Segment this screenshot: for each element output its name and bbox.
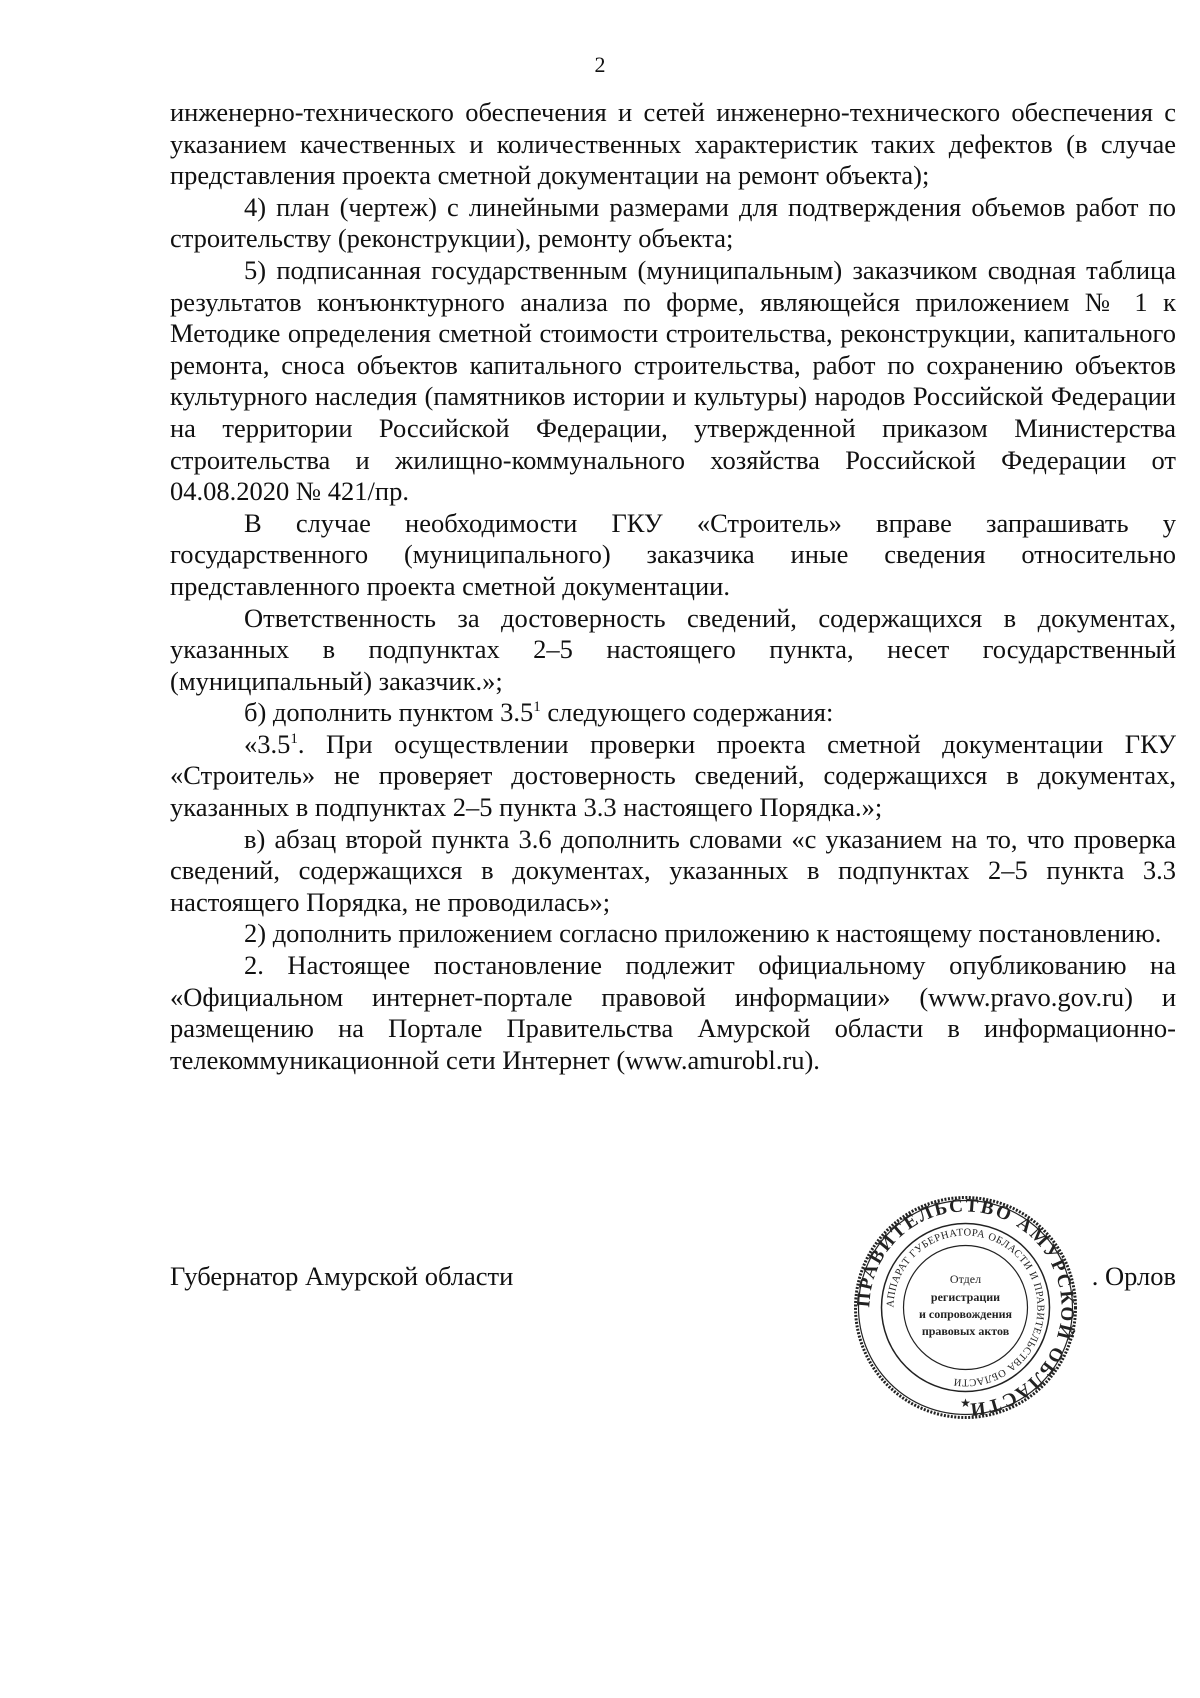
page-number: 2 [594,52,606,77]
paragraph-item-2: 2) дополнить приложением согласно приложению к настоящему постановлению. [244,918,1162,949]
seal-center-line-4: правовых актов [921,1324,1010,1338]
paragraph-item-3-5-1 [170,729,1176,824]
item-3-5-superscript: 1 [290,730,298,747]
paragraph-publication: 2. Настоящее постановление подлежит официальному опубликованию на «Официальном интернет-портале правовой информации» (www.pravo.gov.ru) и размещению на Портале Правительства Амурской области в информационно-телекоммуникационной сети Интернет (www.amurobl.ru). [170,950,1176,1075]
paragraph-item-b [170,697,1176,729]
item-3-5-text: «3.5 [244,728,291,759]
document-body [170,97,1176,1076]
signatory-title: Губернатор Амурской области [170,1261,514,1291]
signatory-name: . Орлов [1091,1261,1176,1291]
paragraph-continuation: инженерно-технического обеспечения и сетей инженерно-технического обеспечения с указанием качественных и количественных характеристик таких дефектов (в случае представления проекта сметной документации на ремонт объекта); [170,97,1176,191]
seal-inner-text: АППАРАТ ГУБЕРНАТОРА ОБЛАСТИ И ПРАВИТЕЛЬСТВА ОБЛАСТИ [885,1227,1046,1388]
item-b-text: б) дополнить пунктом 3.5 [244,697,534,728]
item-b-text-end: следующего содержания: [540,697,834,728]
seal-graphic [853,1195,1078,1420]
official-seal [853,1195,1078,1420]
seal-center-line-1: Отдел [949,1272,982,1286]
paragraph-item-5: 5) подписанная государственным (муниципальным) заказчиком сводная таблица результатов конъюнктурного анализа по форме, являющейся приложением № 1 к Методике определения сметной стоимости строительства, реконструкции, капитального ремонта, сноса объектов капитального строительства, работ по сохранению объектов культурного наследия (памятников истории и культуры) народов Российской Федерации на территории Российской Федерации, утвержденной приказом Министерства строительства и жилищно-коммунального хозяйства Российской Федерации от 04.08.2020 № 421/пр. [170,254,1176,507]
seal-outer-text: ПРАВИТЕЛЬСТВО АМУРСКОЙ ОБЛАСТИ [853,1195,1078,1420]
paragraph-item-4: 4) план (чертеж) с линейными размерами для подтверждения объемов работ по строительству (реконструкции), ремонту объекта; [170,191,1176,254]
seal-star-icon: ★ [960,1396,971,1410]
item-b-superscript: 1 [533,699,541,716]
item-3-5-text-end: . При осуществлении проверки проекта сметной документации ГКУ «Строитель» не проверяет достоверность сведений, содержащихся в документах, указанных в подпунктах 2–5 пункта 3.3 настоящего Порядка.»; [170,728,1176,823]
paragraph-item-v: в) абзац второй пункта 3.6 дополнить словами «с указанием на то, что проверка сведений, содержащихся в документах, указанных в подпунктах 2–5 пункта 3.3 настоящего Порядка, не проводилась»; [170,823,1176,917]
seal-center-line-3: и сопровождения [918,1307,1013,1321]
seal-center-line-2: регистрации [930,1290,1001,1304]
paragraph-responsibility: Ответственность за достоверность сведений, содержащихся в документах, указанных в подпунктах 2–5 настоящего пункта, несет государственный (муниципальный) заказчик.»; [170,602,1176,696]
paragraph-request-info: В случае необходимости ГКУ «Строитель» вправе запрашивать у государственного (муниципального) заказчика иные сведения относительно представленного проекта сметной документации. [170,507,1176,601]
